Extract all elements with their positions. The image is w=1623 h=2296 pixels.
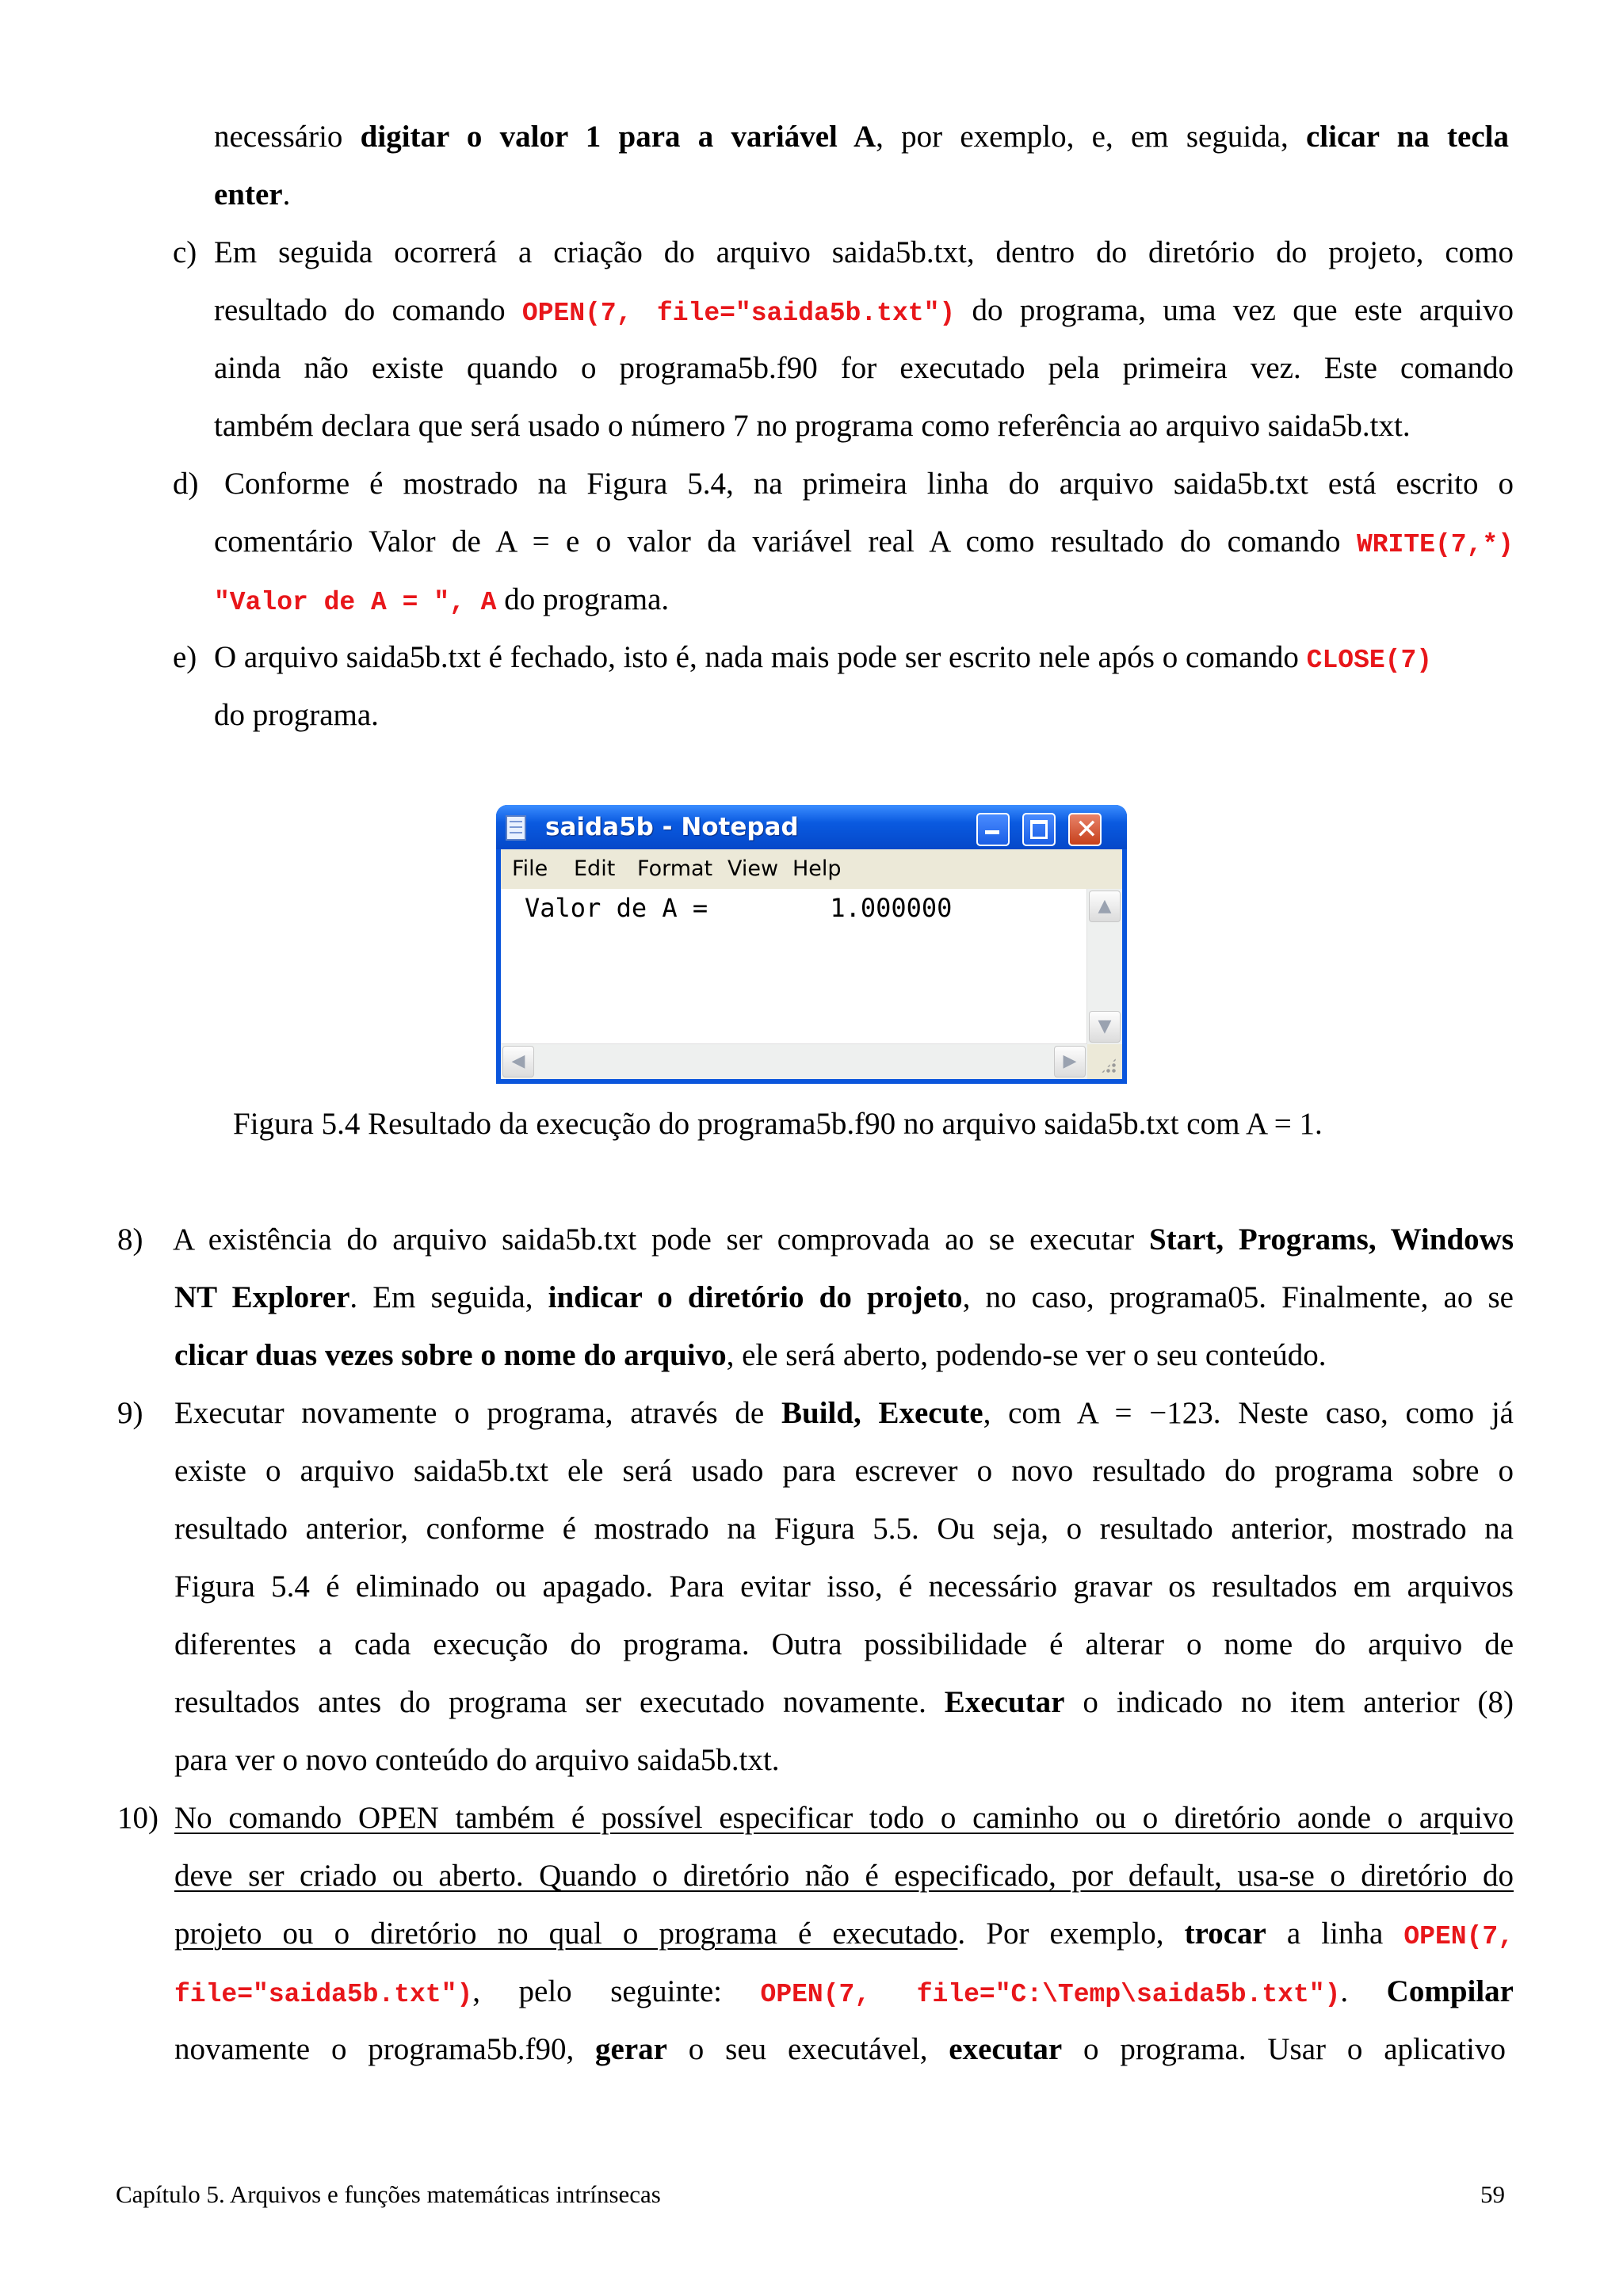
paragraph-line: file="saida5b.txt"), pelo seguinte: OPEN(7, file="C:\Temp\saida5b.txt"). Compilar [174, 1974, 1514, 2009]
footer-chapter: Capítulo 5. Arquivos e funções matemáticas intrínsecas [116, 2180, 661, 2208]
menu-bar [501, 849, 1122, 889]
paragraph-line: resultados antes do programa ser executado novamente. Executar o indicado no item anterior (8) [174, 1685, 1514, 1719]
paragraph-line: Executar novamente o programa, através de Build, Execute, com A = −123. Neste caso, como já [174, 1396, 1514, 1430]
paragraph-line: A existência do arquivo saida5b.txt pode ser comprovada ao se executar Start, Programs, Windows [173, 1222, 1514, 1257]
scroll-up-button[interactable]: ▲ [1089, 891, 1121, 922]
code-snippet: OPEN(7, file="C:\Temp\saida5b.txt") [760, 1980, 1341, 2009]
notepad-window [496, 805, 1127, 1084]
close-icon: ✕ [1075, 814, 1098, 845]
list-label: d) [173, 467, 199, 501]
list-label: 10) [117, 1801, 158, 1835]
menu-file[interactable]: File [512, 856, 548, 881]
paragraph-line: comentário Valor de A = e o valor da variável real A como resultado do comando WRITE(7,*) [214, 524, 1514, 559]
list-label: 8) [117, 1222, 143, 1257]
maximize-button[interactable] [1022, 813, 1056, 846]
resize-grip-icon[interactable] [1087, 1044, 1122, 1079]
menu-view[interactable]: View [727, 856, 779, 881]
minimize-button[interactable] [976, 813, 1010, 846]
list-label: 9) [117, 1396, 143, 1430]
paragraph-line: projeto ou o diretório no qual o programa é executado. Por exemplo, trocar a linha OPEN(7, [174, 1917, 1514, 1951]
horizontal-scrollbar[interactable] [501, 1043, 1087, 1079]
code-snippet: OPEN(7, [1403, 1922, 1514, 1951]
maximize-icon [1030, 820, 1048, 839]
paragraph-line: No comando OPEN também é possível especificar todo o caminho ou o diretório aonde o arquivo [174, 1801, 1514, 1835]
paragraph-line: "Valor de A = ", A do programa. [214, 582, 670, 617]
code-snippet: OPEN(7, file="saida5b.txt") [521, 299, 956, 328]
paragraph-line: Conforme é mostrado na Figura 5.4, na primeira linha do arquivo saida5b.txt está escrito o [224, 467, 1514, 501]
menu-help[interactable]: Help [792, 856, 842, 881]
paragraph-line: novamente o programa5b.f90, gerar o seu executável, executar o programa. Usar o aplicativo [174, 2032, 1506, 2066]
scroll-left-button[interactable]: ◀ [502, 1046, 534, 1077]
paragraph-line: existe o arquivo saida5b.txt ele será usado para escrever o novo resultado do programa sobre o [174, 1454, 1514, 1488]
paragraph-line: Figura 5.4 é eliminado ou apagado. Para evitar isso, é necessário gravar os resultados em arquivos [174, 1569, 1514, 1604]
menu-format[interactable]: Format [637, 856, 713, 881]
figure-caption: Figura 5.4 Resultado da execução do programa5b.f90 no arquivo saida5b.txt com A = 1. [233, 1107, 1323, 1141]
paragraph-line: O arquivo saida5b.txt é fechado, isto é, nada mais pode ser escrito nele após o comando CLOSE(7) [214, 640, 1433, 675]
vertical-scrollbar[interactable] [1086, 889, 1122, 1044]
close-button[interactable] [1068, 813, 1102, 846]
paragraph-line: resultado do comando OPEN(7, file="saida5b.txt") do programa, uma vez que este arquivo [214, 293, 1514, 328]
paragraph-line: também declara que será usado o número 7 no programa como referência ao arquivo saida5b.txt. [214, 409, 1411, 443]
paragraph-line: diferentes a cada execução do programa. Outra possibilidade é alterar o nome do arquivo de [174, 1627, 1514, 1661]
list-label: e) [173, 640, 197, 674]
paragraph-line: necessário digitar o valor 1 para a variável A, por exemplo, e, em seguida, clicar na tecla [214, 120, 1509, 154]
paragraph-line: do programa. [214, 698, 379, 732]
paragraph-line: enter. [214, 177, 291, 212]
list-label: c) [173, 235, 197, 269]
menu-edit[interactable]: Edit [574, 856, 616, 881]
page-number: 59 [1480, 2180, 1505, 2208]
title-bar[interactable] [496, 805, 1127, 849]
paragraph-line: NT Explorer. Em seguida, indicar o diretório do projeto, no caso, programa05. Finalmente, ao se [174, 1280, 1514, 1314]
code-snippet: WRITE(7,*) [1356, 530, 1514, 559]
scroll-down-button[interactable]: ▼ [1089, 1011, 1121, 1043]
window-title: saida5b - Notepad [545, 813, 799, 841]
code-snippet: CLOSE(7) [1306, 646, 1433, 675]
file-content: Valor de A = 1.000000 [525, 893, 953, 923]
paragraph-line: Em seguida ocorrerá a criação do arquivo saida5b.txt, dentro do diretório do projeto, como [214, 235, 1514, 269]
paragraph-line: ainda não existe quando o programa5b.f90 for executado pela primeira vez. Este comando [214, 351, 1514, 385]
code-snippet: "Valor de A = ", A [214, 588, 497, 617]
text-area[interactable] [501, 889, 1122, 1079]
paragraph-line: deve ser criado ou aberto. Quando o diretório não é especificado, por default, usa-se o diretório do [174, 1859, 1514, 1893]
paragraph-line: clicar duas vezes sobre o nome do arquivo, ele será aberto, podendo-se ver o seu conteúdo. [174, 1338, 1327, 1372]
notepad-icon [506, 815, 526, 841]
paragraph-line: para ver o novo conteúdo do arquivo saida5b.txt. [174, 1743, 780, 1777]
paragraph-line: resultado anterior, conforme é mostrado na Figura 5.5. Ou seja, o resultado anterior, mostrado na [174, 1512, 1514, 1546]
minimize-icon [985, 830, 999, 834]
code-snippet: file="saida5b.txt") [174, 1980, 473, 2009]
scroll-right-button[interactable]: ▶ [1054, 1046, 1086, 1077]
